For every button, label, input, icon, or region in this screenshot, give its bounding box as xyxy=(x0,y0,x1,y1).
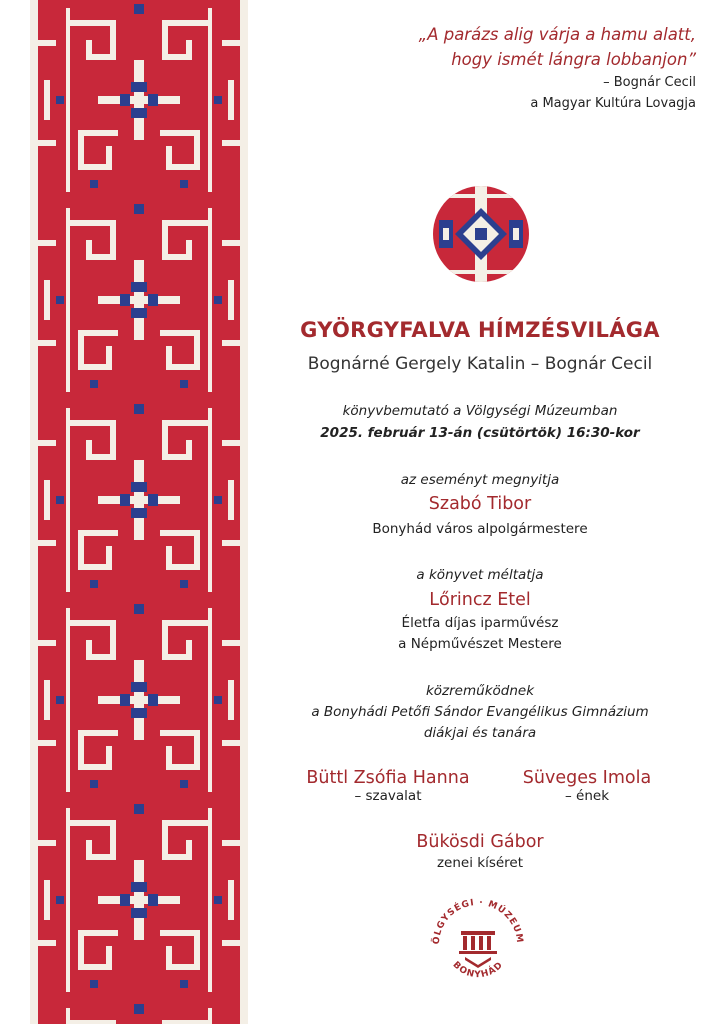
quote-block xyxy=(276,22,696,114)
opening-intro: az eseményt megnyitja xyxy=(400,472,560,488)
svg-text:VÖLGYSÉGI · MÚZEUM · xyxy=(427,893,524,945)
performer-1-name: Büttl Zsófia Hanna xyxy=(306,768,470,788)
review-name: Lőrincz Etel xyxy=(429,590,531,610)
quote-line-1: „A parázs alig várja a hamu alatt, xyxy=(418,25,696,44)
performer-2-role: – ének xyxy=(564,788,610,804)
opening-role: Bonyhád város alpolgármestere xyxy=(372,521,588,537)
quote-line-2: hogy ismét lángra lobbanjon” xyxy=(451,50,696,69)
performer-1-role: – szavalat xyxy=(354,788,422,804)
music-role: zenei kíséret xyxy=(436,855,524,871)
opening-name: Szabó Tibor xyxy=(428,494,532,514)
contributors-intro: közreműködnek xyxy=(425,683,535,699)
event-type: könyvbemutató a Völgységi Múzeumban xyxy=(342,403,618,419)
contributors-line-2: diákjai és tanára xyxy=(423,725,537,741)
music-name: Bükösdi Gábor xyxy=(416,832,544,852)
review-role-2: a Népművészet Mestere xyxy=(398,636,562,652)
review-intro: a könyvet méltatja xyxy=(416,567,544,583)
review-role-1: Életfa díjas iparművész xyxy=(401,615,559,631)
performer-2-name: Süveges Imola xyxy=(522,768,652,788)
performer-2 xyxy=(487,768,687,804)
logo-bottom-text: BONYHÁD xyxy=(450,960,506,981)
event-date: 2025. február 13-án (csütörtök) 16:30-kor xyxy=(320,425,640,441)
embroidery-band xyxy=(30,0,248,1024)
logo-top-text: ÖLGYSÉGI · MÚZEUM xyxy=(431,897,525,945)
book-title: GYÖRGYFALVA HÍMZÉSVILÁGA xyxy=(300,318,660,342)
embroidery-medallion xyxy=(431,184,531,284)
performer-1 xyxy=(288,768,488,804)
quote-author: – Bognár Cecil xyxy=(603,75,696,90)
contributors-line-1: a Bonyhádi Petőfi Sándor Evangélikus Gimnázium xyxy=(311,704,649,720)
svg-text:BONYHÁD xyxy=(451,960,506,980)
quote-author-title: a Magyar Kultúra Lovagja xyxy=(530,96,696,111)
museum-logo xyxy=(427,893,529,995)
book-authors: Bognárné Gergely Katalin – Bognár Cecil xyxy=(307,354,653,374)
